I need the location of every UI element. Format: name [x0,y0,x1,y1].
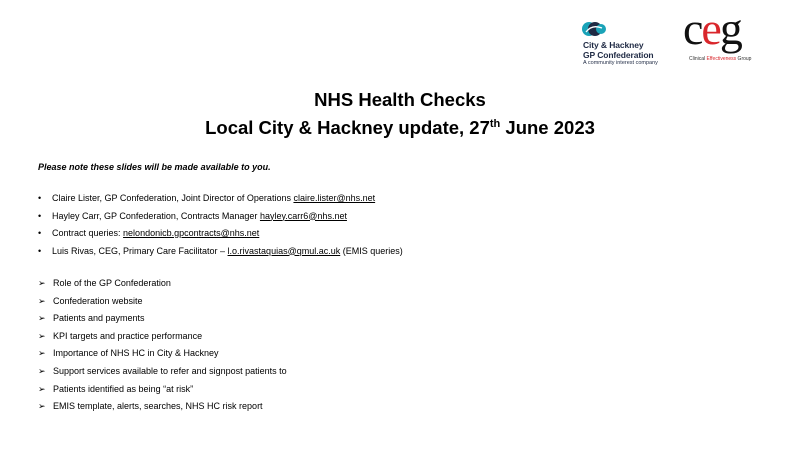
list-item [38,227,403,245]
bullet-dot: • [38,245,42,256]
arrow-bullet-icon: ➢ [38,278,46,288]
subtitle-main: Local City & Hackney update, 27 [205,117,490,138]
slide-subtitle [0,116,800,140]
list-item [38,347,287,365]
contact-after: (EMIS queries) [340,245,403,256]
subtitle-ordinal: th [489,117,501,130]
topic-list [38,277,287,418]
ceg-tag-suffix: Group [736,56,752,62]
contact-text: Contract queries: [52,228,124,238]
chgp-logo-line1: City & Hackney [583,40,644,50]
slide-title: NHS Health Checks [314,89,486,110]
list-item [38,330,287,348]
topic-text: Importance of NHS HC in City & Hackney [53,348,219,359]
email-link[interactable]: nelondonicb.gpcontracts@nhs.net [123,228,260,238]
email-link[interactable]: claire.lister@nhs.net [293,193,376,203]
bullet-dot: • [38,193,42,203]
topic-text: Patients and payments [53,313,145,324]
list-item [38,192,403,210]
chgp-logo-line2: GP Confederation [583,50,654,60]
topic-text: Role of the GP Confederation [53,278,171,288]
arrow-bullet-icon: ➢ [38,330,46,341]
contact-text: Claire Lister, GP Confederation, Joint Director of Operations [52,193,294,203]
ceg-logo-c: c [683,3,702,54]
arrow-bullet-icon: ➢ [38,401,46,412]
chgp-logo-mark-icon [582,20,606,38]
list-item [38,210,403,228]
contact-list [38,192,403,262]
arrow-bullet-icon: ➢ [38,365,46,376]
list-item [38,245,403,263]
ceg-tag-red: Effectiveness [706,56,737,62]
bullet-dot: • [38,228,42,238]
ceg-logo-g: g [719,3,741,54]
chgp-logo-tagline: A community interest company [583,60,658,66]
list-item [38,365,287,383]
availability-note: Please note these slides will be made available to you. [38,162,271,172]
ceg-logo [683,3,783,66]
topic-text: KPI targets and practice performance [53,330,203,341]
contact-text: Hayley Carr, GP Confederation, Contracts Manager [52,210,260,221]
ceg-logo-wordmark [683,3,741,54]
arrow-bullet-icon: ➢ [38,383,46,394]
list-item [38,383,287,401]
list-item [38,295,287,313]
ceg-logo-tagline [689,56,751,62]
ceg-logo-e: e [701,3,720,54]
arrow-bullet-icon: ➢ [38,348,46,359]
arrow-bullet-icon: ➢ [38,295,46,306]
ceg-tag-prefix: Clinical [689,56,707,62]
list-item [38,312,287,330]
subtitle-date-suffix: June 2023 [500,117,595,138]
list-item [38,400,287,418]
email-link[interactable]: l.o.rivastaquias@qmul.ac.uk [227,245,341,256]
contact-text: Luis Rivas, CEG, Primary Care Facilitator – [52,245,228,256]
city-hackney-gp-confederation-logo [582,20,672,68]
topic-text: Confederation website [53,295,143,306]
bullet-dot: • [38,210,42,221]
list-item [38,277,287,295]
topic-text: Support services available to refer and signpost patients to [53,365,287,376]
arrow-bullet-icon: ➢ [38,313,46,324]
topic-text: Patients identified as being “at risk” [53,383,194,394]
email-link[interactable]: hayley.carr6@nhs.net [259,210,347,221]
topic-text: EMIS template, alerts, searches, NHS HC risk report [53,401,263,412]
